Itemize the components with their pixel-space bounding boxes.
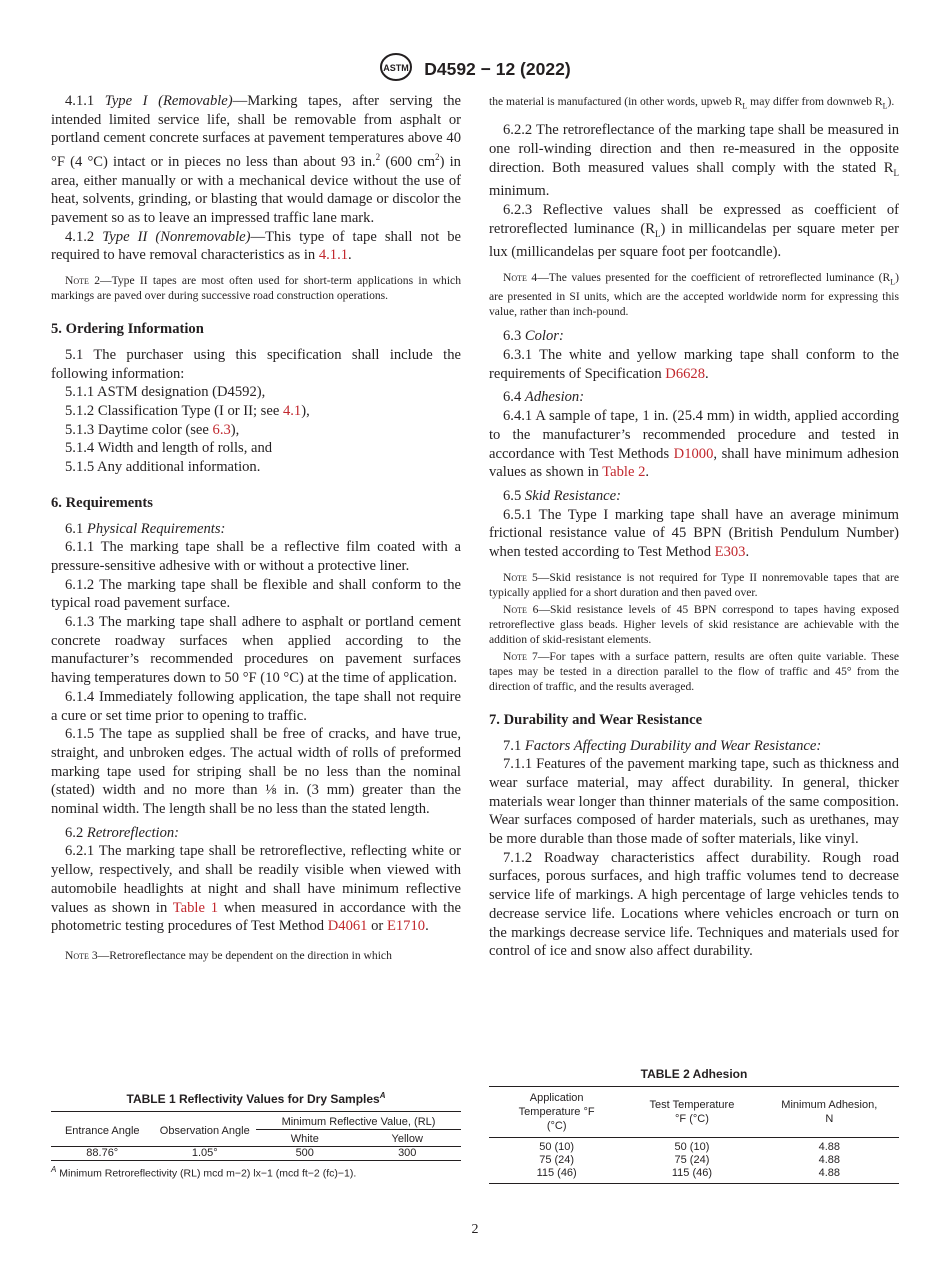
link-d4061[interactable]: D4061 — [327, 918, 368, 935]
note-7: Note 7—For tapes with a surface pattern, results are often quite variable. These tapes may be tested in a direction parallel to the flow of traffic and 45° from the direction of traffic, and the results averaged. — [489, 649, 899, 693]
table-row — [489, 1167, 899, 1184]
cell: 500 — [295, 1147, 314, 1159]
cell: 50 (10) — [674, 1141, 710, 1153]
note-3-continued: the material is manufactured (in other words, upweb $R_L$ may differ from downweb $R_L$). — [489, 95, 895, 111]
para-6-1: 6.1 Physical Requirements: — [65, 520, 226, 537]
para-7-1-2: 7.1.2 Roadway characteristics affect durability. Rough road surfaces, porous surfaces, and high traffic volumes tend to decrease service life of markings. A high percentage of large vehicles tends to decrease service life. Locations where vehicles encroach or turn on the markings decrease service life. Techniques and materials used for control of ice and snow also affect durability. — [489, 849, 899, 960]
table-row — [51, 1147, 461, 1161]
table-1-caption: TABLE 1 Reflectivity Values for Dry Samples$^A$ — [126, 1091, 386, 1106]
link-table-1[interactable]: Table 1 — [172, 899, 219, 916]
note-6: Note 6—Skid resistance levels of 45 BPN correspond to tapes having exposed retroreflective glass beads. Higher levels of skid resistance are achievable with the addition of skid-resistant elements. — [489, 602, 899, 646]
para-6-4-1: 6.4.1 A sample of tape, 1 in. (25.4 mm) in width, applied according to the manufacturer’s recommended procedure and tested in accordance with Test Methods D1000, shall have minimum adhesion values as shown in Table 2. — [489, 408, 899, 481]
para-5-1: 5.1 The purchaser using this specification shall include the following information: — [51, 346, 461, 382]
cell: 1.05° — [191, 1147, 218, 1159]
svg-text:ASTM: ASTM — [383, 63, 410, 73]
section-7-heading: 7. Durability and Wear Resistance — [489, 711, 703, 728]
link-d1000[interactable]: D1000 — [673, 445, 714, 462]
para-6-5: 6.5 Skid Resistance: — [503, 487, 621, 504]
para-6-2-1: 6.2.1 The marking tape shall be retroreflective, reflecting white or yellow, respectively, and shall be readily visible when viewed with automobile headlights at night and shall have minimum reflective values as shown in Table 1 when measured in accordance with the photometric testing procedures of Test Method D4061 or E1710. — [51, 843, 461, 935]
page-header — [0, 52, 950, 87]
cell: 4.88 — [818, 1141, 840, 1153]
para-6-3: 6.3 Color: — [503, 328, 564, 345]
cell: 75 (24) — [539, 1154, 575, 1166]
cell: 115 (46) — [671, 1167, 713, 1179]
page-number: 2 — [471, 1222, 479, 1237]
cell: 4.88 — [818, 1154, 840, 1166]
para-6-1-4: 6.1.4 Immediately following application, the tape shall not require a cure or set time prior to opening to traffic. — [51, 688, 461, 724]
para-5-1-4: 5.1.4 Width and length of rolls, and — [65, 440, 273, 457]
para-6-1-5: 6.1.5 The tape as supplied shall be free of cracks, and have true, straight, and unbroken edges. The actual width of rolls of preformed marking tape used for striping shall be no less than the nominal (stated) width and no more than ⅛ in. (3 mm) greater than the nominal width. The length shall be no less than the stated length. — [51, 726, 461, 818]
para-6-2-3: 6.2.3 Reflective values shall be expressed as coefficient of retroreflected luminance $(R_L)$ in millicandelas per square meter per lux (millicandelas per square foot per footcandle). — [489, 202, 899, 261]
table-1-footnote: $^A$ Minimum Retroreflectivity (RL) mcd m−2) lx−1 (mcd ft−2 (fc)−1). — [51, 1165, 357, 1180]
col-yellow: Yellow — [391, 1133, 423, 1145]
para-4-1-1: 4.1.1 Type I (Removable)—Marking tapes, after serving the intended limited service life, shall be removable from asphalt or portland cement concrete surfaces at pavement temperatures above 40 °F (4 °C) intact or in pieces no less than about 93 in.$^2$ (600 $cm^2$) in area, either manually or with a mechanical device without the use of heat, solvents, grinding, or blasting that would damage or discolor the pavement so as to leave an impressed traffic lane mark. — [51, 93, 461, 227]
link-table-2[interactable]: Table 2 — [602, 464, 646, 481]
link-6-3[interactable]: 6.3 — [212, 421, 231, 438]
para-6-5-1: 6.5.1 The Type I marking tape shall have an average minimum frictional resistance value of 45 BPN (British Pendulum Number) when tested according to Test Method E303. — [489, 506, 899, 561]
para-5-1-5: 5.1.5 Any additional information. — [65, 459, 261, 476]
para-6-2-2: 6.2.2 The retroreflectance of the marking tape shall be measured in one roll-winding direction and then re-measured in the opposite direction. Both measured values shall comply with the stated $R_L$ minimum. — [489, 122, 899, 200]
table-2-caption: TABLE 2 Adhesion — [640, 1067, 748, 1081]
para-6-4: 6.4 Adhesion: — [503, 389, 585, 406]
link-d6628[interactable]: D6628 — [665, 365, 706, 382]
col-entrance-angle: Entrance Angle — [64, 1124, 140, 1137]
para-5-1-1: 5.1.1 ASTM designation (D4592), — [65, 384, 266, 401]
para-5-1-2: 5.1.2 Classification Type (I or II; see 4.1), — [65, 403, 310, 419]
para-6-1-1: 6.1.1 The marking tape shall be a reflective film coated with a pressure-sensitive adhesive with or without a protective liner. — [51, 539, 461, 574]
cell: 300 — [398, 1147, 417, 1159]
table-row — [489, 1154, 899, 1167]
col-observation-angle: Observation Angle — [159, 1124, 250, 1137]
para-4-1-2: 4.1.2 Type II (Nonremovable)—This type of tape shall not be required to have removal characteristics as in 4.1.1. — [51, 228, 461, 264]
note-2: Note 2—Type II tapes are most often used for short-term applications in which markings are paved over during successive road construction operations. — [51, 274, 461, 303]
link-e303[interactable]: E303 — [714, 544, 746, 561]
cell: 75 (24) — [674, 1154, 710, 1166]
para-6-3-1: 6.3.1 The white and yellow marking tape shall conform to the requirements of Specification D6628. — [489, 347, 899, 382]
para-6-2: 6.2 Retroreflection: — [65, 824, 180, 841]
col-min-adhesion: Minimum Adhesion, N — [781, 1099, 878, 1125]
document-designation: D4592 − 12 (2022) — [424, 59, 571, 79]
link-e1710[interactable]: E1710 — [386, 918, 426, 935]
section-6-heading: 6. Requirements — [51, 494, 153, 511]
table-2 — [489, 1067, 899, 1184]
col-application-temp: Application Temperature °F (°C) — [518, 1092, 595, 1132]
table-row — [489, 1138, 899, 1155]
col-min-reflective: Minimum Reflective Value, (RL) — [256, 1112, 461, 1130]
cell: 88.76° — [86, 1147, 119, 1159]
right-column — [489, 94, 899, 961]
note-5: Note 5—Skid resistance is not required for Type II nonremovable tapes that are typically applied for a short duration and then paved over. — [489, 570, 899, 599]
para-6-1-2: 6.1.2 The marking tape shall be flexible and shall conform to the typical road pavement surface. — [51, 576, 461, 612]
astm-logo-icon — [379, 52, 413, 87]
col-white: White — [290, 1133, 319, 1145]
cell: 4.88 — [818, 1167, 840, 1179]
table-1 — [51, 1091, 461, 1180]
note-3: Note 3—Retroreflectance may be dependent on the direction in which — [65, 948, 392, 962]
left-column — [51, 92, 461, 971]
col-test-temp: Test Temperature °F (°C) — [649, 1099, 735, 1125]
cell: 50 (10) — [539, 1141, 575, 1153]
para-6-1-3: 6.1.3 The marking tape shall adhere to asphalt or portland cement concrete roadway surfaces when applied according to the manufacturer’s recommended procedures on pavement surfaces having temperatures down to 50 °F (10 °C) at the time of application. — [51, 614, 461, 687]
para-5-1-3: 5.1.3 Daytime color (see 6.3), — [65, 421, 240, 438]
note-4: Note 4—The values presented for the coefficient of retroreflected luminance $(R_L)$ are presented in SI units, which are the accepted worldwide norm for expressing this value, rather than inch-pound. — [489, 271, 899, 319]
para-7-1-1: 7.1.1 Features of the pavement marking tape, such as thickness and wear surface material, may affect durability. In general, thicker materials wear longer than thinner materials of the same composition. Wear surfaces composed of harder materials, such as urethanes, may be more durable than those made of softer materials, like vinyl. — [489, 756, 899, 848]
section-5-heading: 5. Ordering Information — [51, 321, 204, 338]
cell: 115 (46) — [536, 1167, 577, 1179]
link-4-1-1[interactable]: 4.1.1 — [318, 247, 349, 264]
para-7-1: 7.1 Factors Affecting Durability and Wear Resistance: — [503, 737, 822, 754]
link-4-1[interactable]: 4.1 — [282, 403, 302, 419]
